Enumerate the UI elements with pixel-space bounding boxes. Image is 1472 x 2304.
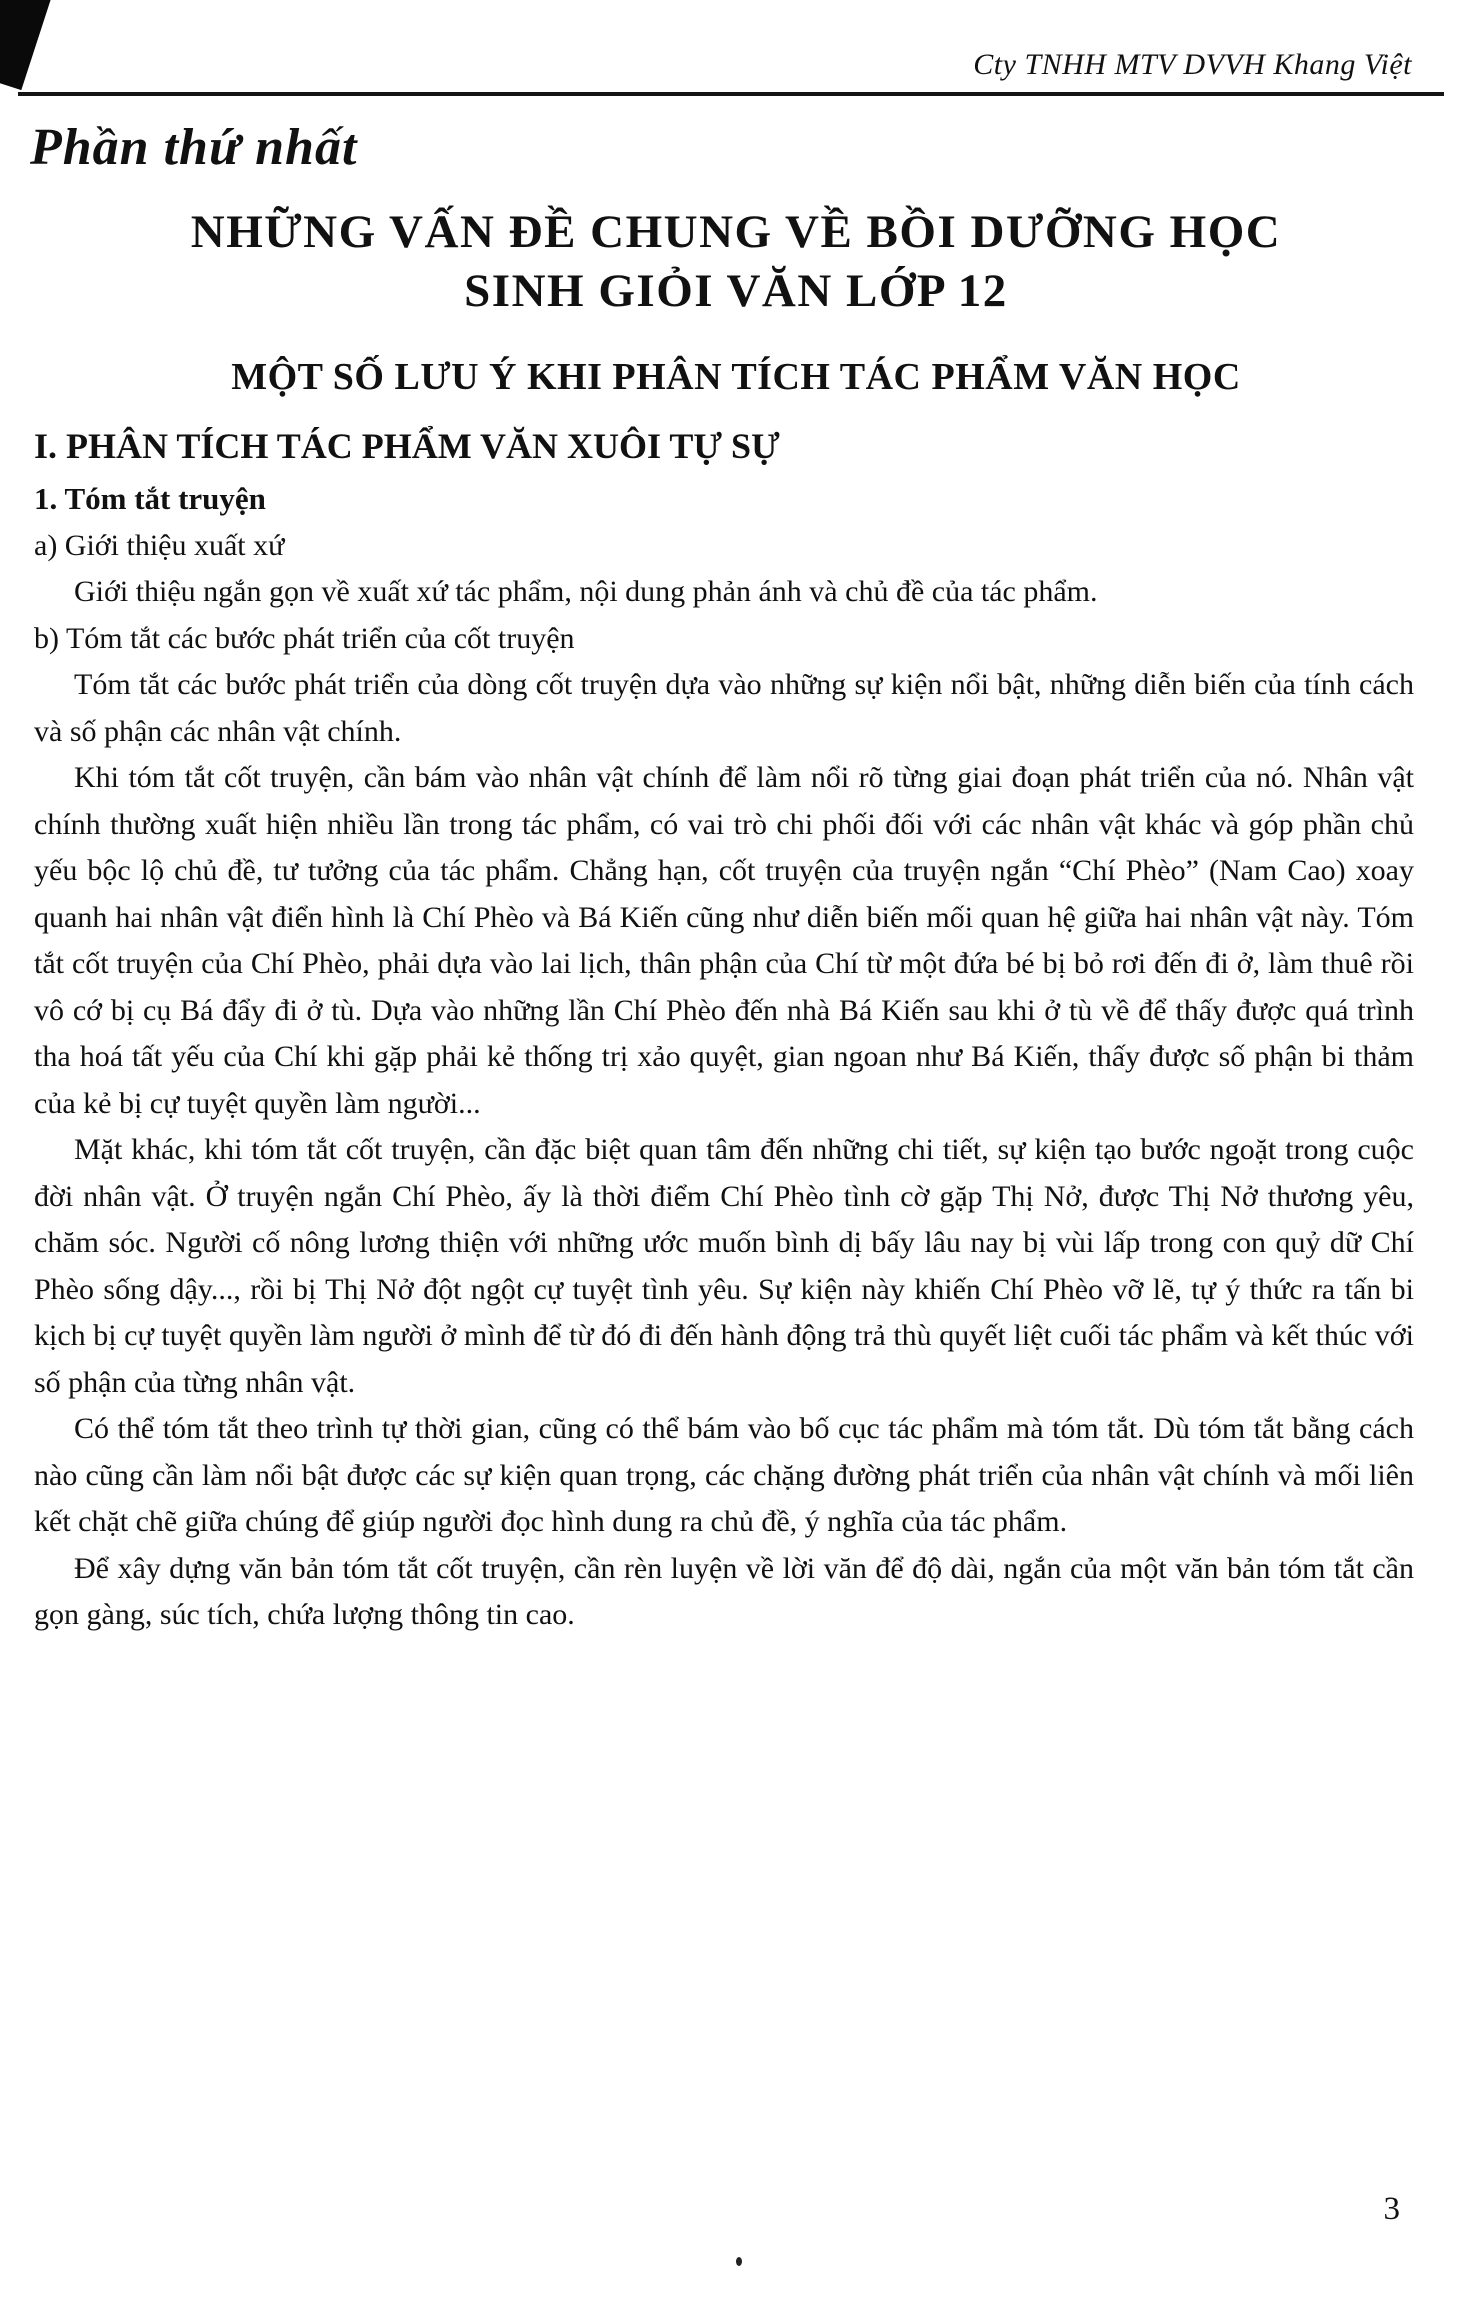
body-text xyxy=(34,523,1414,1639)
page-header xyxy=(0,0,1472,82)
scan-artifact-dot xyxy=(736,2257,742,2266)
page-subtitle: MỘT SỐ LƯU Ý KHI PHÂN TÍCH TÁC PHẨM VĂN HỌC xyxy=(231,355,1241,398)
paragraph: Có thể tóm tắt theo trình tự thời gian, cũng có thể bám vào bố cục tác phẩm mà tóm tắt. Dù tóm tắt bằng cách nào cũng cần làm nổi bật được các sự kiện quan trọng, các chặng đường phát triển của nhân vật chính và mối liên kết chặt chẽ giữa chúng để giúp người đọc hình dung ra chủ đề, ý nghĩa của tác phẩm. xyxy=(34,1412,1414,1538)
paragraph: Khi tóm tắt cốt truyện, cần bám vào nhân vật chính để làm nổi rõ từng giai đoạn phát triển của nó. Nhân vật chính thường xuất hiện nhiều lần trong tác phẩm, có vai trò chi phối đối với các nhân vật khác và góp phần chủ yếu bộc lộ chủ đề, tư tưởng của tác phẩm. Chẳng hạn, cốt truyện của truyện ngắn “Chí Phèo” (Nam Cao) xoay quanh hai nhân vật điển hình là Chí Phèo và Bá Kiến cũng như diễn biến mối quan hệ giữa hai nhân vật này. Tóm tắt cốt truyện của Chí Phèo, phải dựa vào lai lịch, thân phận của Chí từ một đứa bé bị bỏ rơi đến đi ở, làm thuê rồi vô cớ bị cụ Bá đẩy đi ở tù. Dựa vào những lần Chí Phèo đến nhà Bá Kiến sau khi ở tù về để thấy được quá trình tha hoá tất yếu của Chí khi gặp phải kẻ thống trị xảo quyệt, gian ngoan như Bá Kiến, thấy được số phận bi thảm của kẻ bị cự tuyệt quyền làm người... xyxy=(34,761,1414,1120)
page-title-line-1: NHỮNG VẤN ĐỀ CHUNG VỀ BỒI DƯỠNG HỌC xyxy=(190,206,1282,258)
header-divider xyxy=(18,92,1444,96)
page-title xyxy=(40,203,1432,321)
paragraph: Để xây dựng văn bản tóm tắt cốt truyện, cần rèn luyện về lời văn để độ dài, ngắn của một văn bản tóm tắt cần gọn gàng, súc tích, chứa lượng thông tin cao. xyxy=(34,1551,1414,1631)
paragraph: Tóm tắt các bước phát triển của dòng cốt truyện dựa vào những sự kiện nổi bật, những diễn biến của tính cách và số phận các nhân vật chính. xyxy=(34,668,1414,748)
paragraph: Giới thiệu ngắn gọn về xuất xứ tác phẩm, nội dung phản ánh và chủ đề của tác phẩm. xyxy=(74,575,1098,608)
list-item-b: b) Tóm tắt các bước phát triển của cốt truyện xyxy=(34,621,575,655)
section-heading: I. PHÂN TÍCH TÁC PHẨM VĂN XUÔI TỰ SỰ xyxy=(34,425,780,466)
publisher-name: Cty TNHH MTV DVVH Khang Việt xyxy=(973,48,1412,81)
page-title-line-2: SINH GIỎI VĂN LỚP 12 xyxy=(464,264,1008,317)
paragraph: Mặt khác, khi tóm tắt cốt truyện, cần đặc biệt quan tâm đến những chi tiết, sự kiện tạo bước ngoặt trong cuộc đời nhân vật. Ở truyện ngắn Chí Phèo, ấy là thời điểm Chí Phèo tình cờ gặp Thị Nở, được Thị Nở thương yêu, chăm sóc. Người cố nông lương thiện với những ước muốn bình dị bấy lâu nay bị vùi lấp trong con quỷ dữ Chí Phèo sống dậy..., rồi bị Thị Nở đột ngột cự tuyệt tình yêu. Sự kiện này khiến Chí Phèo vỡ lẽ, tự ý thức ra tấn bi kịch bị cự tuyệt quyền làm người ở mình để từ đó đi đến hành động trả thù quyết liệt cuối tác phẩm và kết thúc với số phận của từng nhân vật. xyxy=(34,1133,1414,1399)
page-number: 3 xyxy=(1383,2191,1400,2227)
list-item-a: a) Giới thiệu xuất xứ xyxy=(34,528,285,562)
subsection-heading: 1. Tóm tắt truyện xyxy=(34,480,266,516)
part-label: Phần thứ nhất xyxy=(30,119,358,176)
